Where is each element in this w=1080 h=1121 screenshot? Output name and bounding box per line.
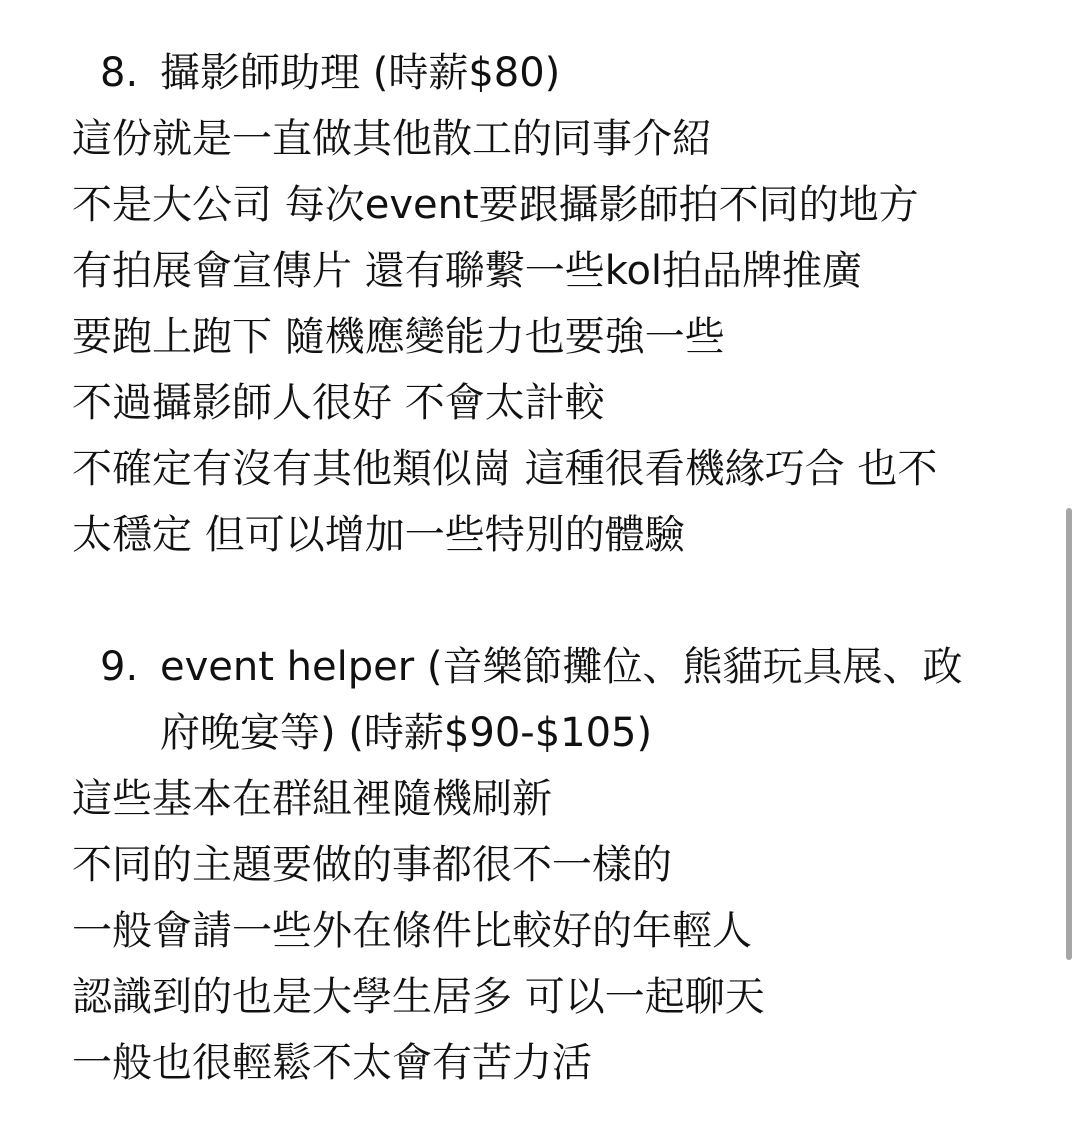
- note-content: [72, 40, 1032, 1096]
- section8-line: 不是大公司 每次event要跟攝影師拍不同的地方: [72, 182, 919, 228]
- vertical-scrollbar[interactable]: [1066, 508, 1072, 960]
- section9-line: 這些基本在群組裡隨機刷新: [72, 776, 552, 822]
- section9-line: 不同的主題要做的事都很不一樣的: [72, 842, 672, 888]
- list-number-9: 9.: [100, 644, 139, 690]
- section9-line: 一般會請一些外在條件比較好的年輕人: [72, 908, 752, 954]
- section8-line: 這份就是一直做其他散工的同事介紹: [72, 116, 712, 162]
- section9-line: 認識到的也是大學生居多 可以一起聊天: [72, 974, 765, 1020]
- paragraph-spacer: [72, 568, 1032, 634]
- list-item-9-heading: [72, 634, 1032, 766]
- section8-line: 不確定有沒有其他類似崗 這種很看機緣巧合 也不: [72, 446, 938, 492]
- section8-line: 有拍展會宣傳片 還有聯繫一些kol拍品牌推廣: [72, 248, 863, 294]
- list-item-9-title-line: event helper (音樂節攤位、熊貓玩具展、政: [160, 644, 963, 690]
- section8-line: 要跑上跑下 隨機應變能力也要強一些: [72, 314, 725, 360]
- section9-line: 一般也很輕鬆不太會有苦力活: [72, 1040, 592, 1086]
- list-item-8-title: 攝影師助理 (時薪$80): [160, 50, 561, 96]
- list-item-8-heading: [72, 40, 1032, 106]
- section8-line: 不過攝影師人很好 不會太計較: [72, 380, 605, 426]
- list-number-8: 8.: [100, 50, 139, 96]
- section8-line: 太穩定 但可以增加一些特別的體驗: [72, 512, 685, 558]
- list-item-9-title-line: 府晚宴等) (時薪$90-$105): [160, 710, 653, 756]
